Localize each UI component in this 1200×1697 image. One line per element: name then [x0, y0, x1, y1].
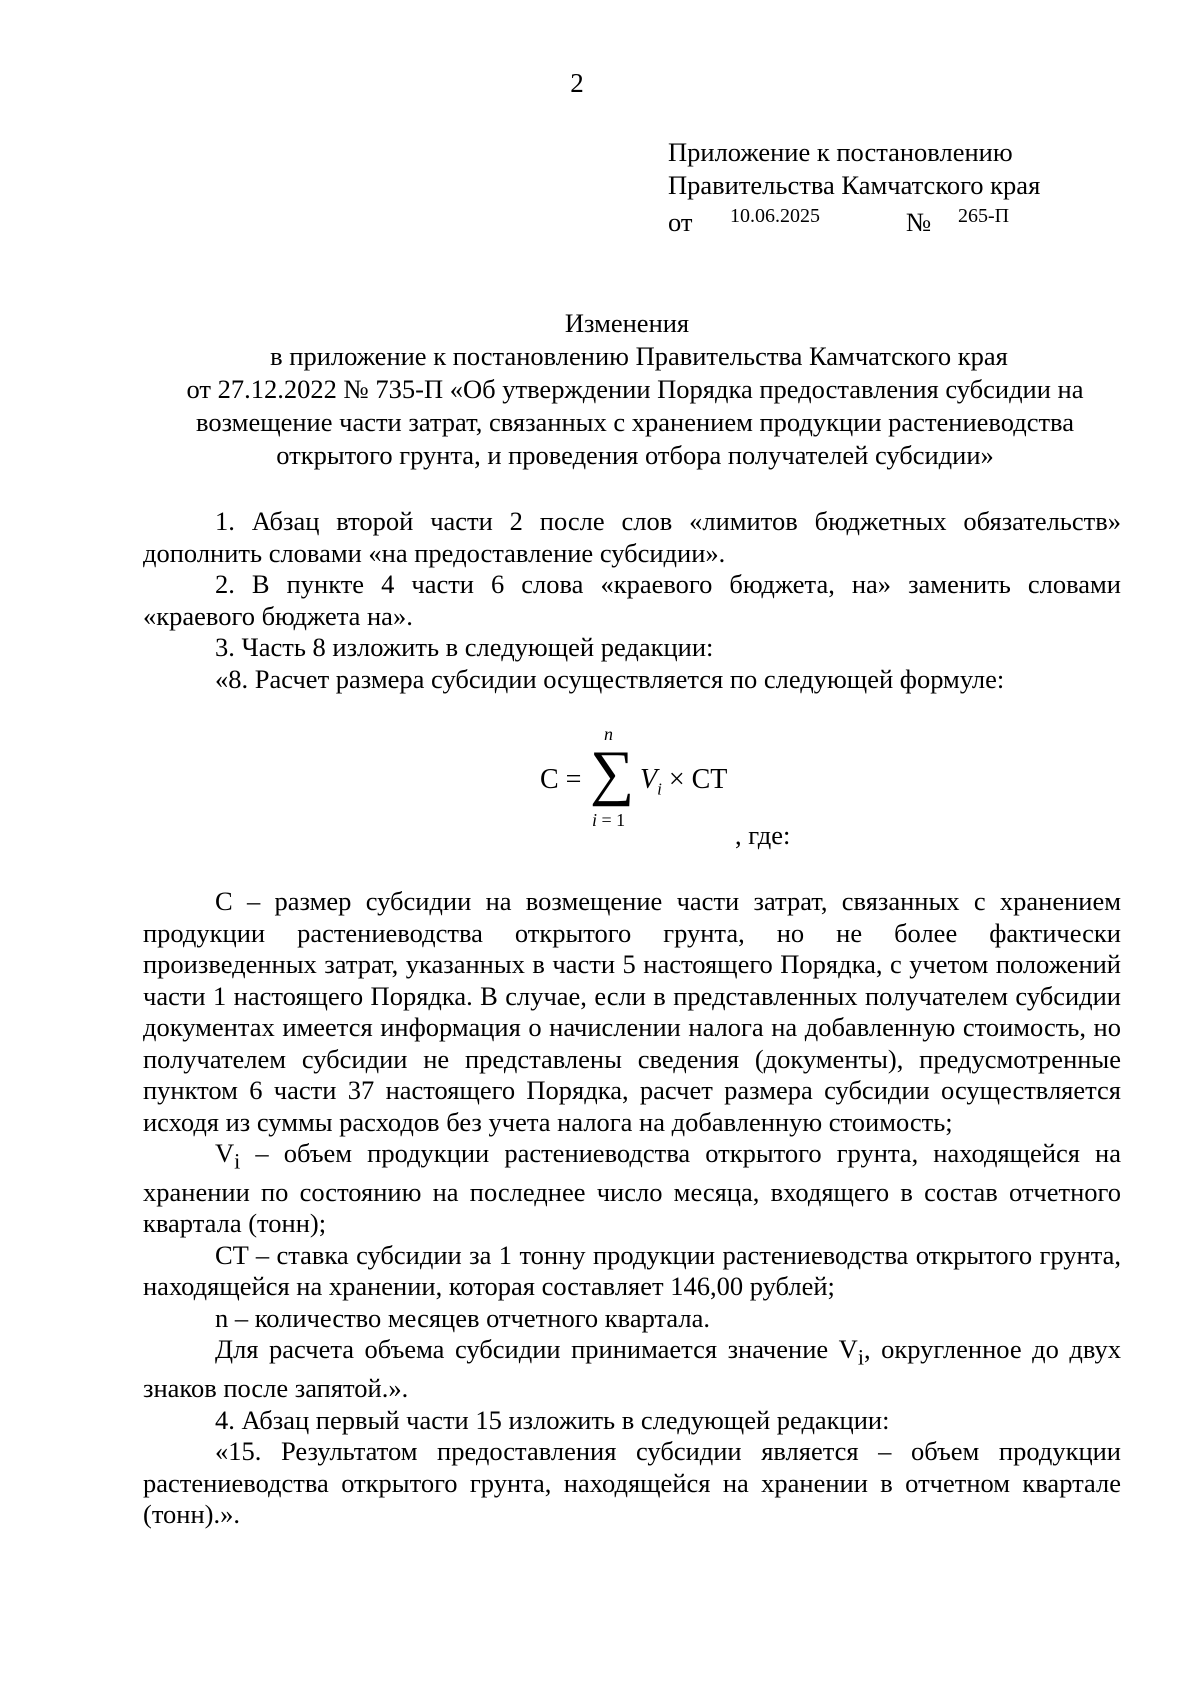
document-title: Изменения	[564, 308, 690, 338]
definition-ct: CT – ставка субсидии за 1 тонну продукции растениеводства открытого грунта, находящейся на хранении, которая составляет 146,00 рублей;	[143, 1239, 1121, 1302]
appendix-line-2: Правительства Камчатского края	[668, 170, 1041, 200]
rounding-rule: Для расчета объема субсидии принимается значение $V_i$, округленное до двух знаков после запятой.».	[143, 1334, 1121, 1404]
appendix-reference	[668, 202, 1040, 236]
amendments-part-1	[143, 506, 1121, 695]
sum-symbol: ∑	[590, 739, 635, 807]
amendment-item-15: «15. Результатом предоставления субсидии является – объем продукции растениеводства открытого грунта, находящейся на хранении в отчетном квартале (тонн).».	[143, 1436, 1121, 1530]
amendment-item-1: 1. Абзац второй части 2 после слов «лимитов бюджетных обязательств» дополнить словами «на предоставление субсидии».	[143, 506, 1121, 568]
document-subtitle	[152, 340, 1118, 472]
formula-rhs: $V_i$ × CT	[640, 764, 728, 799]
formula-lhs: C =	[540, 764, 582, 795]
decree-date: 10.06.2025	[730, 205, 820, 227]
amendment-item-3: 3. Часть 8 изложить в следующей редакции:	[215, 632, 714, 662]
appendix-line-1: Приложение к постановлению	[668, 137, 1013, 167]
definition-c: C – размер субсидии на возмещение части затрат, связанных с хранением продукции растениеводства открытого грунта, но не более фактически произведенных затрат, указанных в части 5 настоящего Порядка, с учетом положений части 1 настоящего Порядка. В случае, если в представленных получателем субсидии документах имеется информация о начислении налога на добавленную стоимость, но получателем субсидии не представлены сведения (документы), предусмотренные пунктом 6 части 37 настоящего Порядка, расчет размера субсидии осуществляется исходя из суммы расходов без учета налога на добавленную стоимость;	[143, 886, 1121, 1137]
appendix-header	[668, 136, 1040, 236]
formula-intro: «8. Расчет размера субсидии осуществляется по следующей формуле:	[215, 663, 1005, 694]
sum-upper-limit: n	[604, 724, 613, 744]
formula-definitions	[143, 886, 1121, 1531]
definition-vi: $V_i$ – объем продукции растениеводства открытого грунта, находящейся на хранении по состоянию на последнее число месяца, входящего в состав отчетного квартала (тонн);	[143, 1138, 1121, 1239]
decree-number: 265-П	[958, 205, 1010, 227]
definition-n: n – количество месяцев отчетного квартала.	[215, 1302, 710, 1333]
subtitle-line-2: от 27.12.2022 № 735-П «Об утверждении Порядка предоставления субсидии на возмещение части затрат, связанных с хранением продукции растениеводства открытого грунта, и проведения отбора получателей субсидии»	[186, 374, 1084, 470]
amendment-item-4: 4. Абзац первый части 15 изложить в следующей редакции:	[215, 1404, 890, 1435]
page-number: 2	[570, 68, 584, 98]
from-label: от	[668, 207, 693, 237]
number-label: №	[906, 207, 932, 237]
formula-where: , где:	[735, 820, 791, 850]
amendment-item-2: 2. В пункте 4 части 6 слова «краевого бюджета, на» заменить словами «краевого бюджета на».	[143, 569, 1121, 631]
subtitle-line-1: в приложение к постановлению Правительства Камчатского края	[270, 341, 1008, 371]
sum-lower-limit: i = 1	[592, 810, 626, 830]
